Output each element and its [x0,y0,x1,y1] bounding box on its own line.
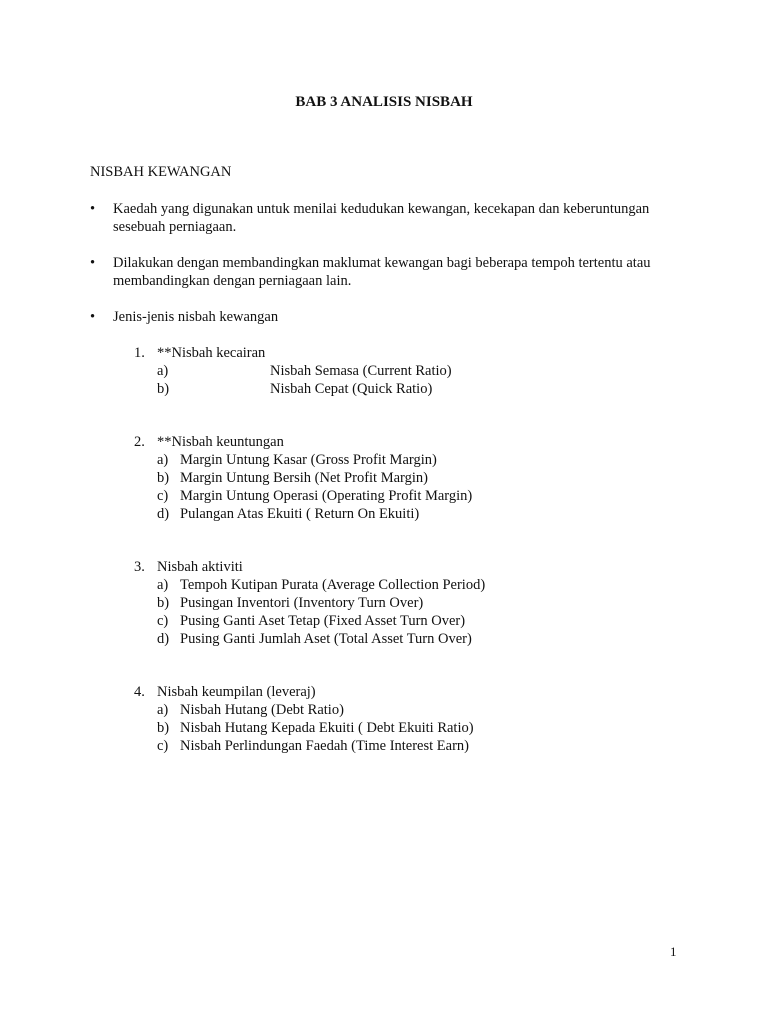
list-item [157,380,677,398]
group-heading-profitability [134,433,284,451]
bullet-text: Dilakukan dengan membandingkan maklumat kewangan bagi beberapa tempoh tertentu atau membandingkan dengan perniagaan lain. [113,255,651,289]
item-text: Margin Untung Kasar (Gross Profit Margin) [180,452,437,468]
item-text: Margin Untung Operasi (Operating Profit Margin) [180,488,473,504]
list-item [157,505,677,523]
group-number: 1. [134,345,145,361]
bullet-text: Kaedah yang digunakan untuk menilai kedudukan kewangan, kecekapan dan keberuntungan sesebuah perniagaan. [113,201,650,235]
item-text: Nisbah Semasa (Current Ratio) [270,363,452,379]
item-text: Margin Untung Bersih (Net Profit Margin) [180,470,428,486]
item-letter: a) [157,702,169,718]
list-item [157,469,677,487]
group-label: **Nisbah kecairan [157,345,266,361]
item-text: Pusing Ganti Aset Tetap (Fixed Asset Turn Over) [180,613,466,629]
item-letter: c) [157,738,169,754]
item-text: Nisbah Hutang (Debt Ratio) [180,702,344,718]
page-number: 1 [670,944,677,959]
item-letter: b) [157,470,170,486]
item-letter: a) [157,363,169,379]
group-number: 3. [134,559,145,575]
item-text: Nisbah Cepat (Quick Ratio) [270,381,433,397]
item-text: Nisbah Perlindungan Faedah (Time Interest Earn) [180,738,469,754]
list-item [157,451,677,469]
item-letter: b) [157,381,170,397]
item-text: Tempoh Kutipan Purata (Average Collection Period) [180,577,486,593]
list-item [157,630,677,648]
document-title: BAB 3 ANALISIS NISBAH [295,94,473,110]
list-item [157,701,677,719]
item-letter: c) [157,613,169,629]
bullet-text: Jenis-jenis nisbah kewangan [113,309,279,325]
list-item [157,576,677,594]
group-number: 2. [134,434,145,450]
bullet-item [90,200,690,236]
section-heading: NISBAH KEWANGAN [90,164,232,180]
group-label: **Nisbah keuntungan [157,434,284,450]
list-item [157,362,677,380]
group-label: Nisbah aktiviti [157,559,243,575]
bullet-item [90,254,690,290]
bullet-icon: • [90,255,96,271]
group-heading-liquidity [134,344,265,362]
bullet-item [90,308,690,326]
bullet-icon: • [90,201,96,217]
item-text: Nisbah Hutang Kepada Ekuiti ( Debt Ekuiti Ratio) [180,720,474,736]
group-heading-leverage [134,683,316,701]
item-letter: a) [157,577,169,593]
item-letter: b) [157,595,170,611]
item-text: Pulangan Atas Ekuiti ( Return On Ekuiti) [180,506,420,522]
group-number: 4. [134,684,145,700]
group-heading-activity [134,558,243,576]
item-letter: a) [157,452,169,468]
item-letter: d) [157,506,170,522]
list-item [157,594,677,612]
item-letter: c) [157,488,169,504]
group-label: Nisbah keumpilan (leveraj) [157,684,316,700]
list-item [157,719,677,737]
list-item [157,612,677,630]
item-letter: d) [157,631,170,647]
list-item [157,487,677,505]
item-letter: b) [157,720,170,736]
list-item [157,737,677,755]
bullet-icon: • [90,309,96,325]
item-text: Pusingan Inventori (Inventory Turn Over) [180,595,424,611]
item-text: Pusing Ganti Jumlah Aset (Total Asset Turn Over) [180,631,472,647]
